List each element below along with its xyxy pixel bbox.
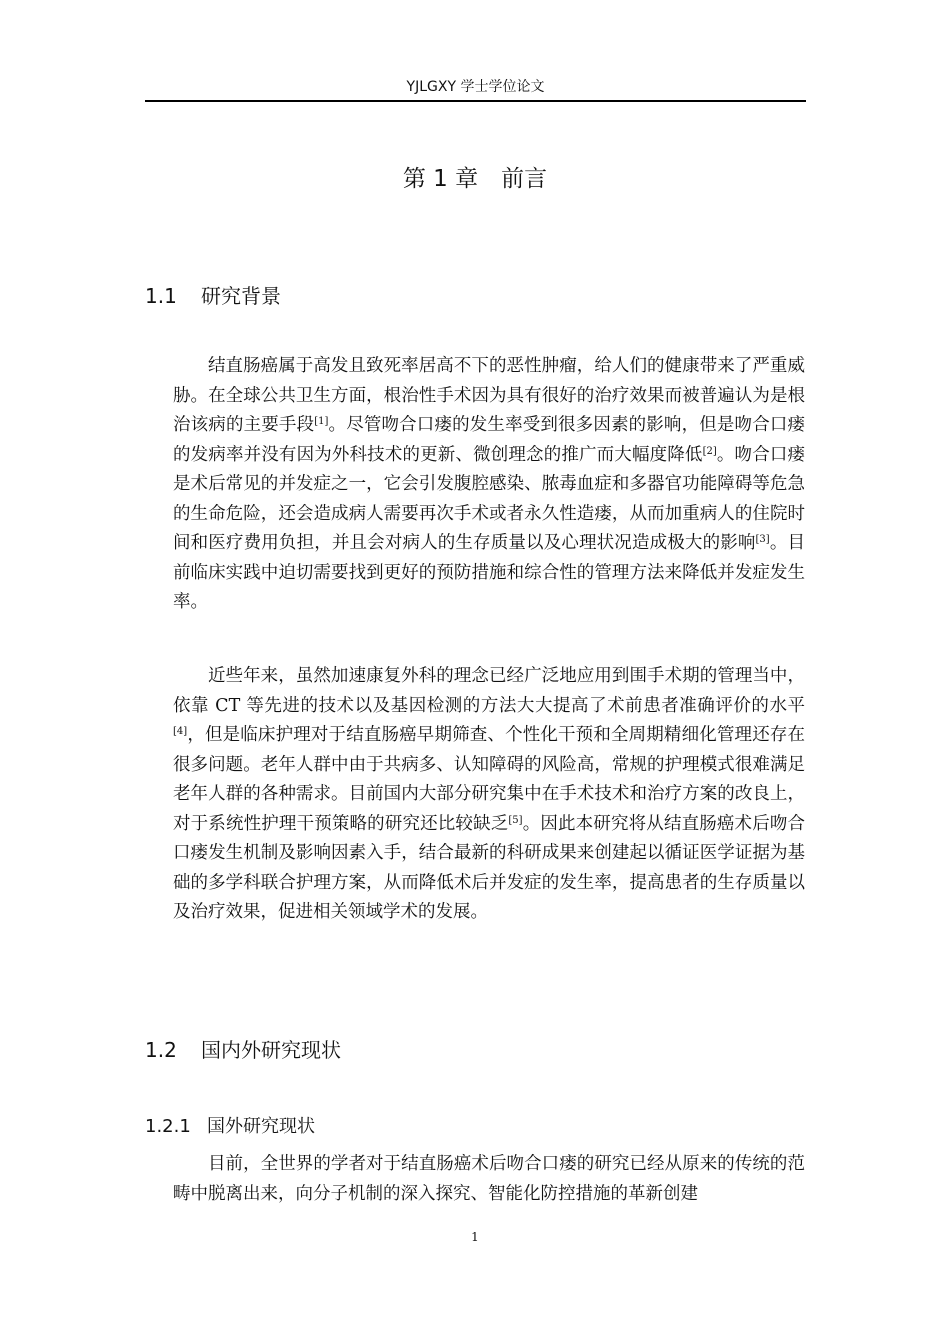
text-run: 。吻合口瘘是术后常见的并发症之一，它会引发腹腔感染、脓毒血症和多器官功能障碍等危急的生命危险，还会造成病人需要再次手术或者永久性造瘘，从而加重病人的住院时间和医疗费用负担，并且会对病人的生存质量以及心理状况造成极大的影响 <box>173 444 806 553</box>
text-run: 结直肠癌属于高发且致死率居高不下的恶性肿瘤，给人们的健康带来了严重威胁。在全球公共卫生方面，根治性手术因为具有很好的治疗效果而被普遍认为是根治该病的主要手段 <box>173 356 805 435</box>
text-run: 。尽管吻合口瘘的发生率受到很多因素的影响，但是吻合口瘘的发病率并没有因为外科技术的更新、微创理念的推广而大幅度降低 <box>173 415 805 465</box>
text-run: 。目前临床实践中迫切需要找到更好的预防措施和综合性的管理方法来降低并发症发生率。 <box>173 533 806 612</box>
section-number: 1.1 <box>145 284 177 308</box>
section-heading-1-2 <box>145 1034 341 1063</box>
text-run: 近些年来，虽然加速康复外科的理念已经广泛地应用到围手术期的管理当中，依靠 CT 等先进的技术以及基因检测的方法大大提高了术前患者准确评价的水平 <box>173 666 805 716</box>
subsection-heading-1-2-1 <box>145 1112 315 1138</box>
subsection-title: 国外研究现状 <box>207 1116 315 1137</box>
chapter-title: 第 1 章 前言 <box>402 166 548 192</box>
paragraph-background-1 <box>173 352 805 618</box>
running-header: YJLGXY 学士学位论文 <box>406 79 545 95</box>
section-title: 国内外研究现状 <box>201 1038 341 1062</box>
text-run: 目前，全世界的学者对于结直肠癌术后吻合口瘘的研究已经从原来的传统的范畴中脱离出来，向分子机制的深入探究、智能化防控措施的革新创建 <box>173 1154 805 1204</box>
paragraph-background-2 <box>173 662 805 928</box>
page-number: 1 <box>471 1230 479 1244</box>
paragraph-foreign-research <box>173 1150 805 1209</box>
section-heading-1-1 <box>145 280 281 309</box>
subsection-number: 1.2.1 <box>145 1116 191 1137</box>
section-title: 研究背景 <box>201 284 281 308</box>
text-run: 。因此本研究将从结直肠癌术后吻合口瘘发生机制及影响因素入手，结合最新的科研成果来创建起以循证医学证据为基础的多学科联合护理方案，从而降低术后并发症的发生率，提高患者的生存质量以及治疗效果，促进相关领域学术的发展。 <box>173 813 806 922</box>
section-number: 1.2 <box>145 1038 177 1062</box>
citation-ref: [1] <box>314 416 329 427</box>
citation-ref: [5] <box>508 814 523 826</box>
citation-ref: [2] <box>702 445 717 457</box>
header-rule <box>145 100 806 102</box>
citation-ref: [3] <box>755 534 770 545</box>
citation-ref: [4] <box>173 726 188 737</box>
text-run: ，但是临床护理对于结直肠癌早期筛查、个性化干预和全周期精细化管理还存在很多问题。老年人群中由于共病多、认知障碍的风险高，常规的护理模式很难满足老年人群的各种需求。目前国内大部分研究集中在手术技术和治疗方案的改良上，对于系统性护理干预策略的研究还比较缺乏 <box>173 725 805 834</box>
